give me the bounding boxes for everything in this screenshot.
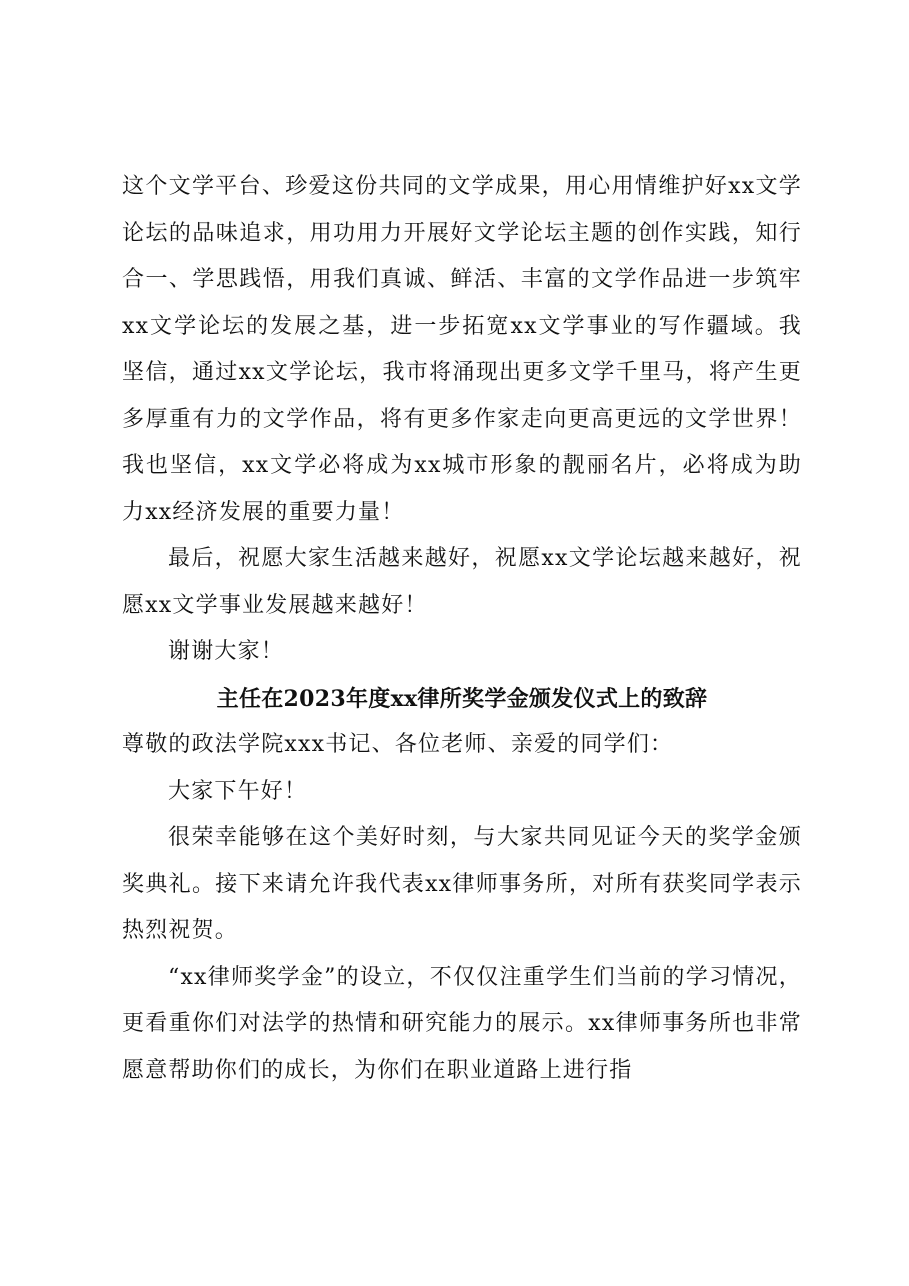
paragraph-thanks: 谢谢大家！ <box>168 639 285 664</box>
speech-heading: 主任在2023年度xx律所奖学金颁发仪式上的致辞 <box>216 685 708 712</box>
paragraph-ceremony: 很荣幸能够在这个美好时刻，与大家共同见证今天的奖学金颁奖典礼。接下来请允许我代表xx律师事务所，对所有获奖同学表示热烈祝贺。 <box>122 825 802 943</box>
paragraph-wishes: 最后，祝愿大家生活越来越好，祝愿xx文学论坛越来越好，祝愿xx文学事业发展越来越好！ <box>122 546 802 618</box>
paragraph-literature-closing: 这个文学平台、珍爱这份共同的文学成果，用心用情维护好xx文学论坛的品味追求，用功用力开展好文学论坛主题的创作实践，知行合一、学思践悟，用我们真诚、鲜活、丰富的文学作品进一步筑牢xx文学论坛的发展之基，进一步拓宽xx文学事业的写作疆域。我坚信，通过xx文学论坛，我市将涌现出更多文学千里马，将产生更多厚重有力的文学作品，将有更多作家走向更高更远的文学世界！我也坚信，xx文学必将成为xx城市形象的靓丽名片，必将成为助力xx经济发展的重要力量！ <box>122 174 802 525</box>
paragraph-greeting: 大家下午好！ <box>168 778 308 804</box>
paragraph-salutation: 尊敬的政法学院xxx书记、各位老师、亲爱的同学们： <box>122 732 674 757</box>
document-body <box>122 164 802 1094</box>
paragraph-scholarship: “xx律师奖学金”的设立，不仅仅注重学生们当前的学习情况，更看重你们对法学的热情和研究能力的展示。xx律师事务所也非常愿意帮助你们的成长，为你们在职业道路上进行指 <box>122 964 802 1083</box>
